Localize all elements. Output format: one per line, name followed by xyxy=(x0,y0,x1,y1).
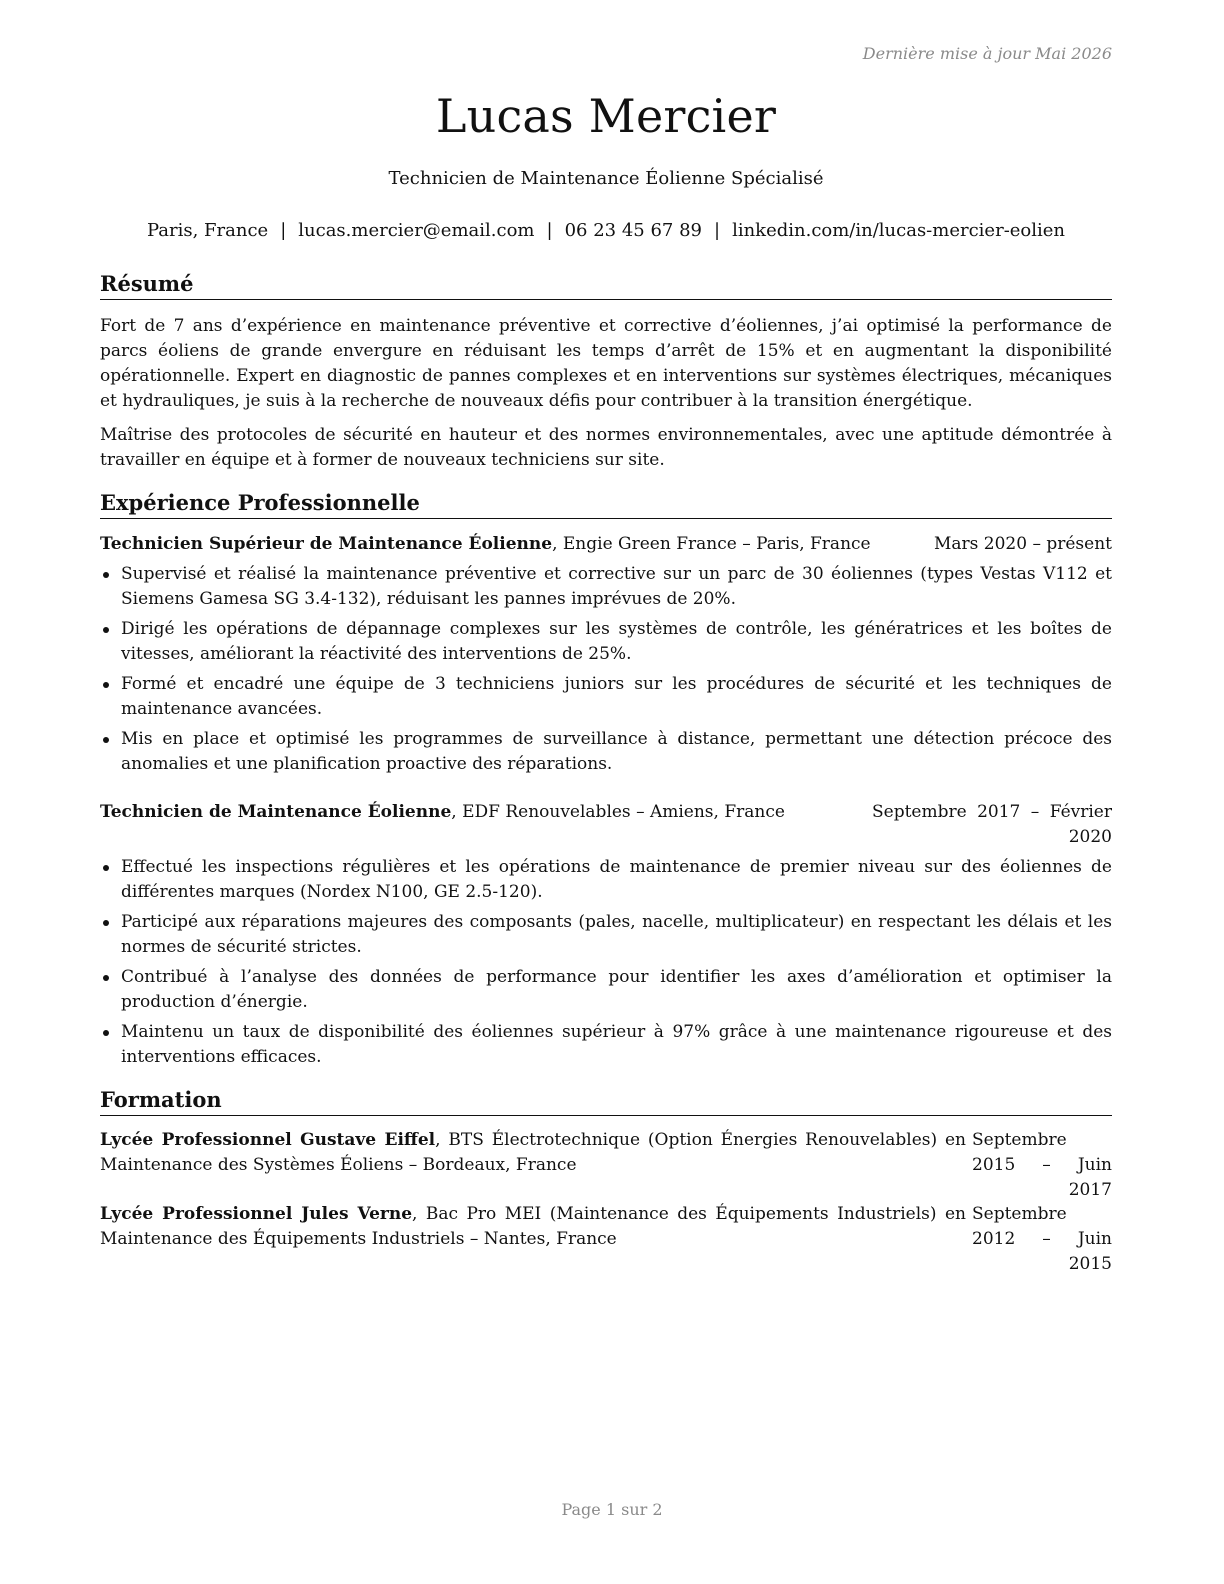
education-details: , BTS Électrotechnique (Option Énergies Renouvelables) en Maintenance des Systèmes Éoliens – Bordeaux, France xyxy=(100,1130,966,1175)
contact-separator: | xyxy=(546,220,553,241)
section-title-education: Formation xyxy=(100,1086,1112,1116)
list-item: Effectué les inspections régulières et les opérations de maintenance de premier niveau sur des éoliennes de différentes marques (Nordex N100, GE 2.5-120). xyxy=(100,855,1112,905)
job-dates: Septembre 2017 – Février 2020 xyxy=(872,802,1112,847)
education-school-details xyxy=(100,1128,966,1178)
education-school: Lycée Professionnel Gustave Eiffel xyxy=(100,1130,436,1150)
job-title: Technicien de Maintenance Éolienne Spécialisé xyxy=(388,168,824,189)
list-item: Mis en place et optimisé les programmes de surveillance à distance, permettant une détection précoce des anomalies et une planification proactive des réparations. xyxy=(100,727,1112,777)
contact-linkedin[interactable]: linkedin.com/in/lucas-mercier-eolien xyxy=(732,220,1066,241)
education-school: Lycée Professionnel Jules Verne xyxy=(100,1204,413,1224)
contact-email[interactable]: lucas.mercier@email.com xyxy=(298,220,535,241)
education-details: , Bac Pro MEI (Maintenance des Équipements Industriels) en Maintenance des Équipements Industriels – Nantes, France xyxy=(100,1204,966,1249)
contact-separator: | xyxy=(713,220,721,241)
education-entry xyxy=(100,1128,1112,1200)
education-dates: Septembre 2015 – Juin 2017 xyxy=(972,1130,1112,1200)
candidate-name: Lucas Mercier xyxy=(435,89,777,143)
page-number: Page 1 sur 2 xyxy=(561,1500,663,1519)
list-item: Participé aux réparations majeures des composants (pales, nacelle, multiplicateur) en respectant les délais et les normes de sécurité strictes. xyxy=(100,910,1112,960)
education-school-details xyxy=(100,1202,966,1252)
contact-phone[interactable]: 06 23 45 67 89 xyxy=(564,220,702,241)
last-update-note: Dernière mise à jour Mai 2026 xyxy=(862,44,1112,63)
education-entry xyxy=(100,1202,1112,1274)
job-company: , EDF Renouvelables – Amiens, France xyxy=(451,802,785,822)
contact-separator: | xyxy=(280,220,287,241)
job-role: Technicien de Maintenance Éolienne xyxy=(100,802,452,822)
job-role-company xyxy=(100,532,871,557)
list-item: Maintenu un taux de disponibilité des éoliennes supérieur à 97% grâce à une maintenance rigoureuse et des interventions efficaces. xyxy=(100,1020,1112,1070)
job-company: , Engie Green France – Paris, France xyxy=(552,534,871,554)
job-header xyxy=(100,532,1112,557)
summary-paragraph: Maîtrise des protocoles de sécurité en hauteur et des normes environnementales, avec une aptitude démontrée à travailler en équipe et à former de nouveaux techniciens sur site. xyxy=(100,425,1112,470)
list-item: Supervisé et réalisé la maintenance préventive et corrective sur un parc de 30 éoliennes (types Vestas V112 et Siemens Gamesa SG 3.4-132), réduisant les pannes imprévues de 20%. xyxy=(100,562,1112,612)
section-title-experience: Expérience Professionnelle xyxy=(100,489,1112,519)
job-bullet-list xyxy=(100,855,1112,1075)
job-role: Technicien Supérieur de Maintenance Éolienne xyxy=(100,534,553,554)
job-dates: Mars 2020 – présent xyxy=(933,534,1112,554)
job-role-company xyxy=(100,800,785,825)
job-header xyxy=(100,800,1112,850)
job-bullet-list xyxy=(100,562,1112,782)
list-item: Contribué à l’analyse des données de performance pour identifier les axes d’amélioration et optimiser la production d’énergie. xyxy=(100,965,1112,1015)
education-dates: Septembre 2012 – Juin 2015 xyxy=(972,1204,1112,1274)
list-item: Dirigé les opérations de dépannage complexes sur les systèmes de contrôle, les génératrices et les boîtes de vitesses, améliorant la réactivité des interventions de 25%. xyxy=(100,617,1112,667)
summary-paragraph: Fort de 7 ans d’expérience en maintenance préventive et corrective d’éoliennes, j’ai optimisé la performance de parcs éoliens de grande envergure en réduisant les temps d’arrêt de 15% et en augmentant la disponibilité opérationnelle. Expert en diagnostic de pannes complexes et en interventions sur systèmes électriques, mécaniques et hydrauliques, je suis à la recherche de nouveaux défis pour contribuer à la transition énergétique. xyxy=(100,316,1112,411)
contact-line xyxy=(100,218,1112,244)
list-item: Formé et encadré une équipe de 3 techniciens juniors sur les procédures de sécurité et les techniques de maintenance avancées. xyxy=(100,672,1112,722)
contact-location: Paris, France xyxy=(146,220,269,241)
section-title-summary: Résumé xyxy=(100,270,1112,300)
